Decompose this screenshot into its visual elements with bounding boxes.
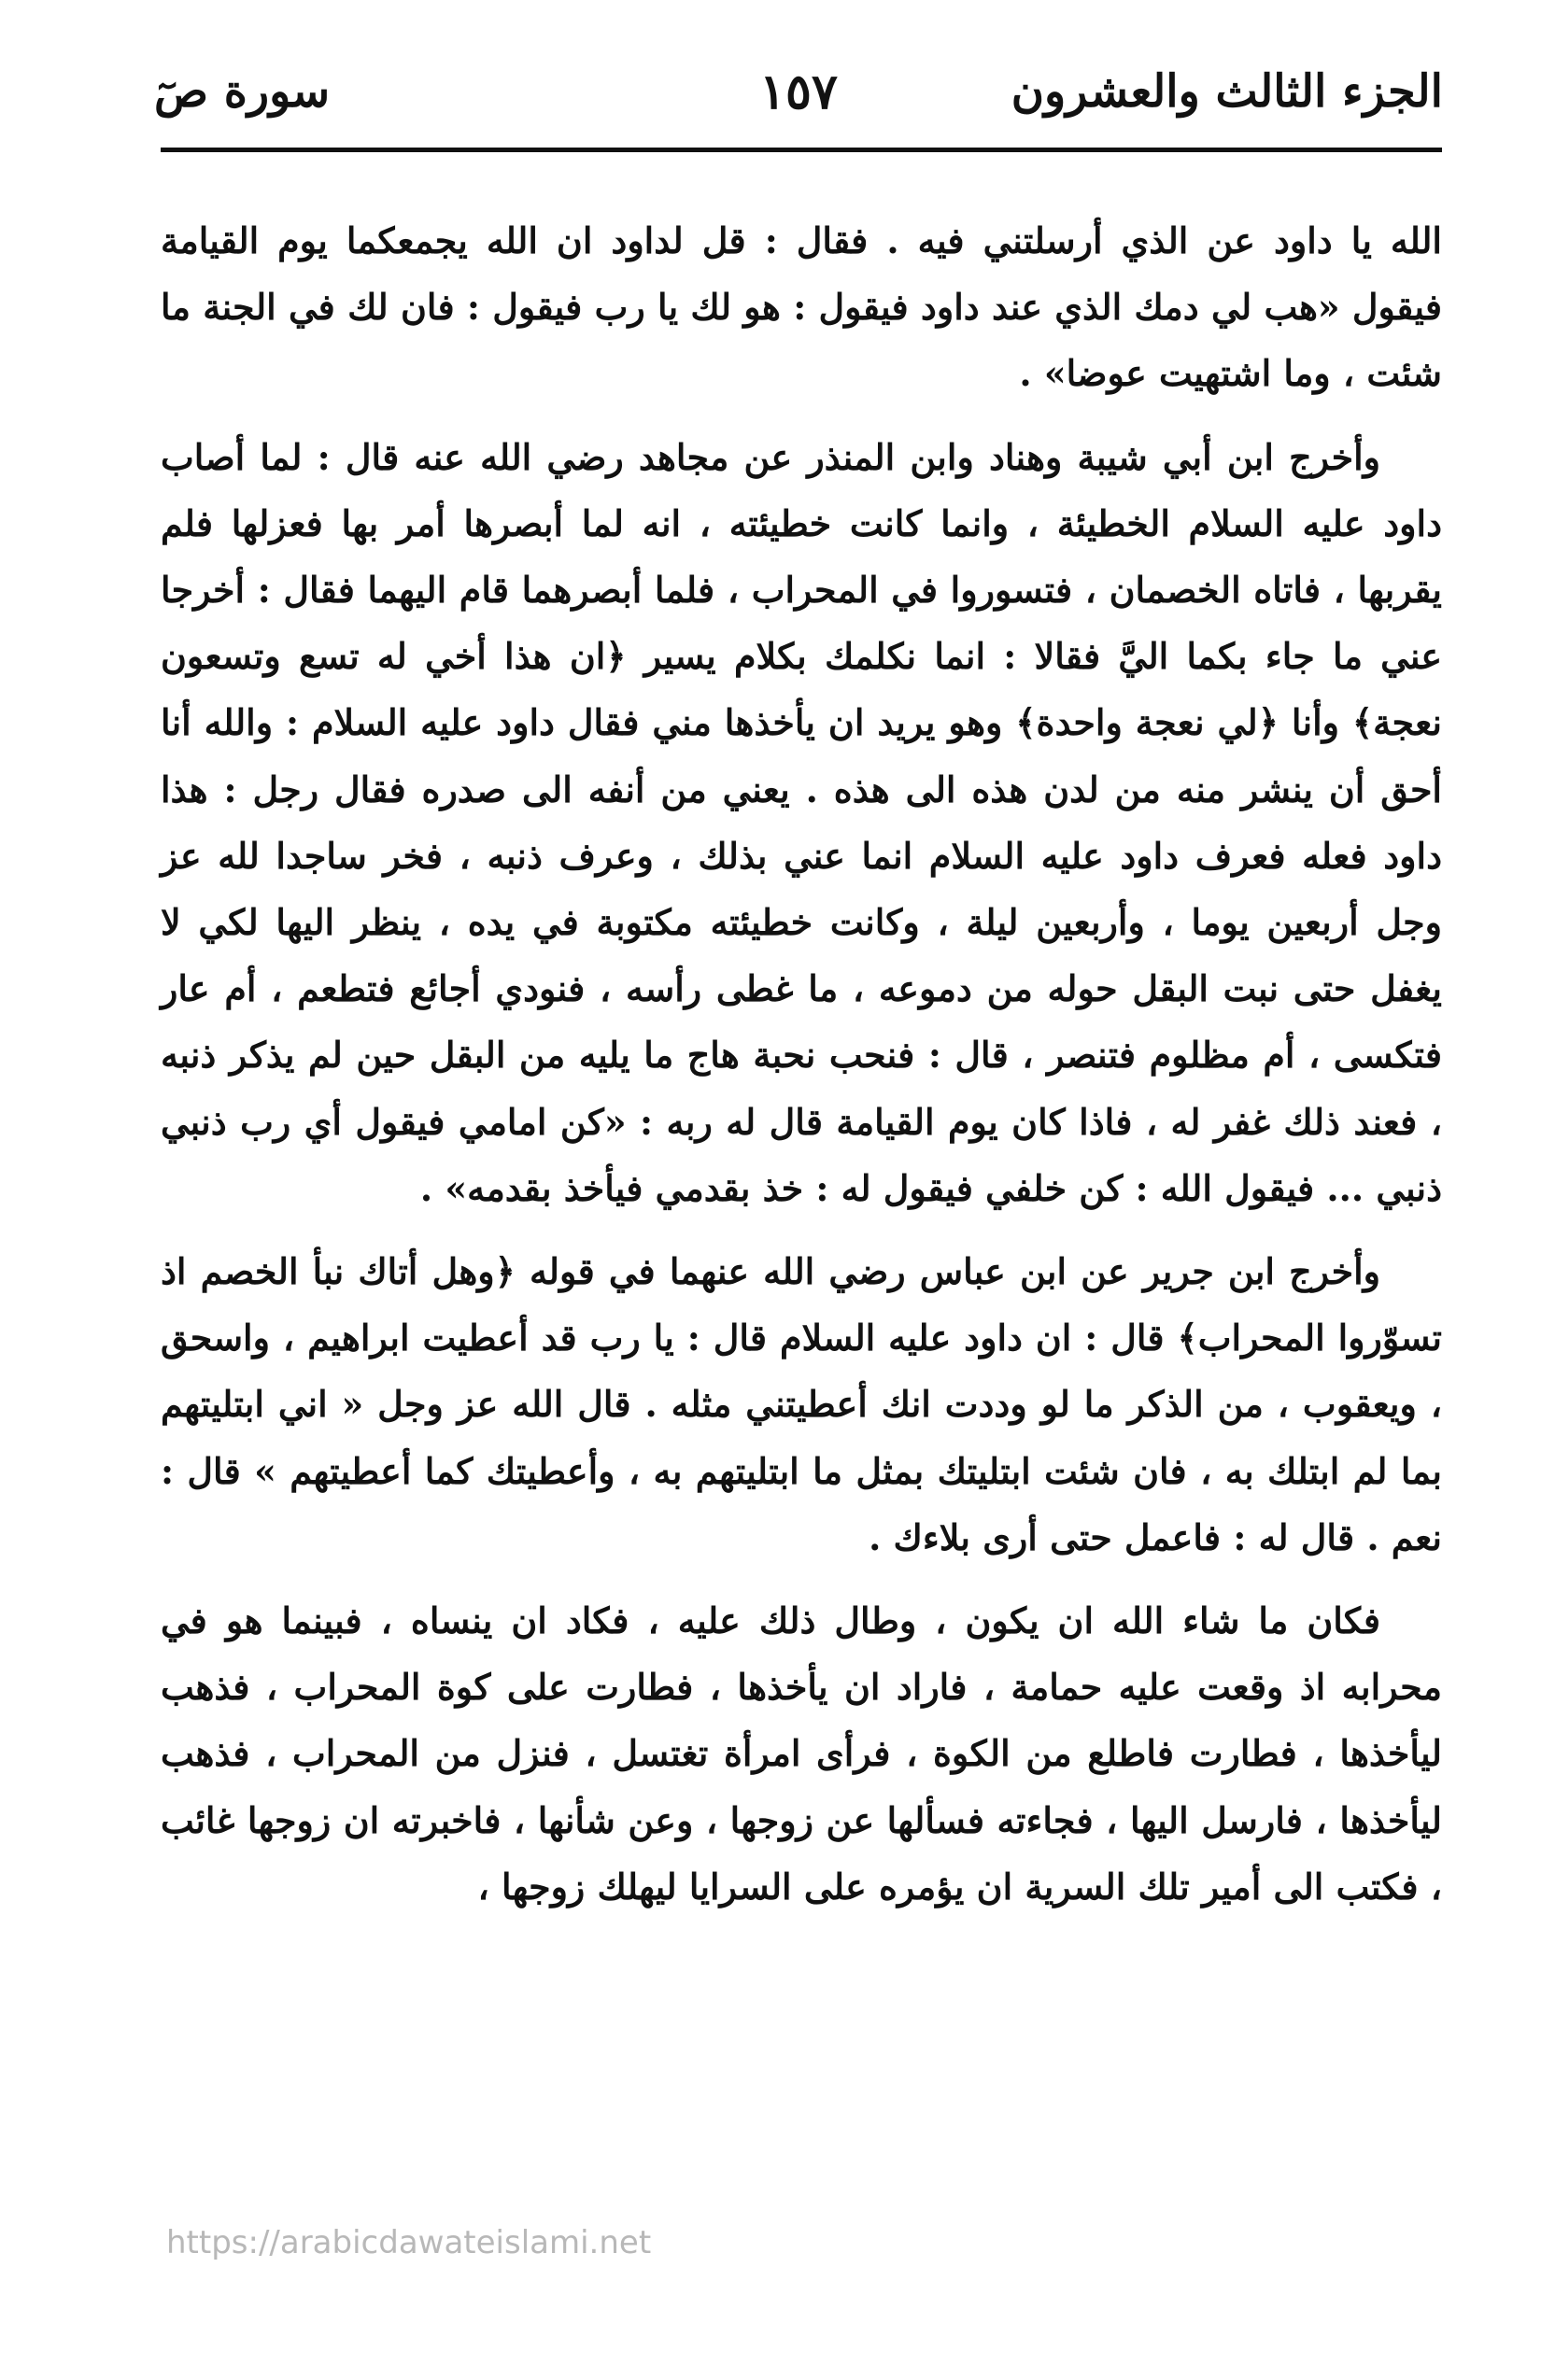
header-divider	[161, 148, 1442, 152]
paragraph-2: وأخرج ابن أبي شيبة وهناد وابن المنذر عن مجاهد رضي الله عنه قال : لما أصاب داود عليه السلام الخطيئة ، وانما كانت خطيئته ، انه لما أبصرها أمر بها فعزلها فلم يقربها ، فاتاه الخصمان ، فتسوروا في المحراب ، فلما أبصرهما قام اليهما فقال : أخرجا عني ما جاء بكما اليَّ فقالا : انما نكلمك بكلام يسير ﴿ان هذا أخي له تسع وتسعون نعجة﴾ وأنا ﴿لي نعجة واحدة﴾ وهو يريد ان يأخذها مني فقال داود عليه السلام : والله أنا أحق أن ينشر منه من لدن هذه الى هذه . يعني من أنفه الى صدره فقال رجل : هذا داود فعله فعرف داود عليه السلام انما عني بذلك ، وعرف ذنبه ، فخر ساجدا لله عز وجل أربعين يوما ، وأربعين ليلة ، وكانت خطيئته مكتوبة في يده ، ينظر اليها لكي لا يغفل حتى نبت البقل حوله من دموعه ، ما غطى رأسه ، فنودي أجائع فتطعم ، أم عار فتكسى ، أم مظلوم فتنصر ، قال : فنحب نحبة هاج ما يليه من البقل حين لم يذكر ذنبه ، فعند ذلك غفر له ، فاذا كان يوم القيامة قال له ربه : «كن امامي فيقول أي رب ذنبي ذنبي ... فيقول الله : كن خلفي فيقول له : خذ بقدمي فيأخذ بقدمه» .	[161, 435, 1442, 1209]
paragraph-4: فكان ما شاء الله ان يكون ، وطال ذلك عليه ، فكاد ان ينساه ، فبينما هو في محرابه اذ وقعت عليه حمامة ، فاراد ان يأخذها ، فطارت على كوة المحراب ، فذهب ليأخذها ، فطارت فاطلع من الكوة ، فرأى امرأة تغتسل ، فنزل من المحراب ، فذهب ليأخذها ، فارسل اليها ، فجاءته فسألها عن زوجها ، وعن شأنها ، فاخبرته ان زوجها غائب ، فكتب الى أمير تلك السرية ان يؤمره على السرايا ليهلك زوجها ،	[161, 1599, 1442, 1908]
page-header	[154, 56, 1443, 159]
part-title: الجزء الثالث والعشرون	[1011, 65, 1443, 118]
source-watermark: https://arabicdawateislami.net	[166, 2224, 652, 2261]
main-text	[161, 207, 1442, 1920]
paragraph-3: وأخرج ابن جرير عن ابن عباس رضي الله عنهما في قوله ﴿وهل أتاك نبأ الخصم اذ تسوّروا المحراب﴾ قال : ان داود عليه السلام قال : يا رب قد أعطيت ابراهيم ، واسحق ، ويعقوب ، من الذكر ما لو وددت انك أعطيتني مثله . قال الله عز وجل « اني ابتليتهم بما لم ابتلك به ، فان شئت ابتليتك بمثل ما ابتليتهم به ، وأعطيتك كما أعطيتهم » قال : نعم . قال له : فاعمل حتى أرى بلاءك .	[161, 1250, 1442, 1558]
surah-title: سورة صٓ	[154, 65, 331, 118]
page-number: ١٥٧	[759, 63, 838, 120]
paragraph-1: الله يا داود عن الذي أرسلتني فيه . فقال : قل لداود ان الله يجمعكما يوم القيامة فيقول «هب لي دمك الذي عند داود فيقول : هو لك يا رب فيقول : فان لك في الجنة ما شئت ، وما اشتهيت عوضا» .	[161, 219, 1442, 395]
